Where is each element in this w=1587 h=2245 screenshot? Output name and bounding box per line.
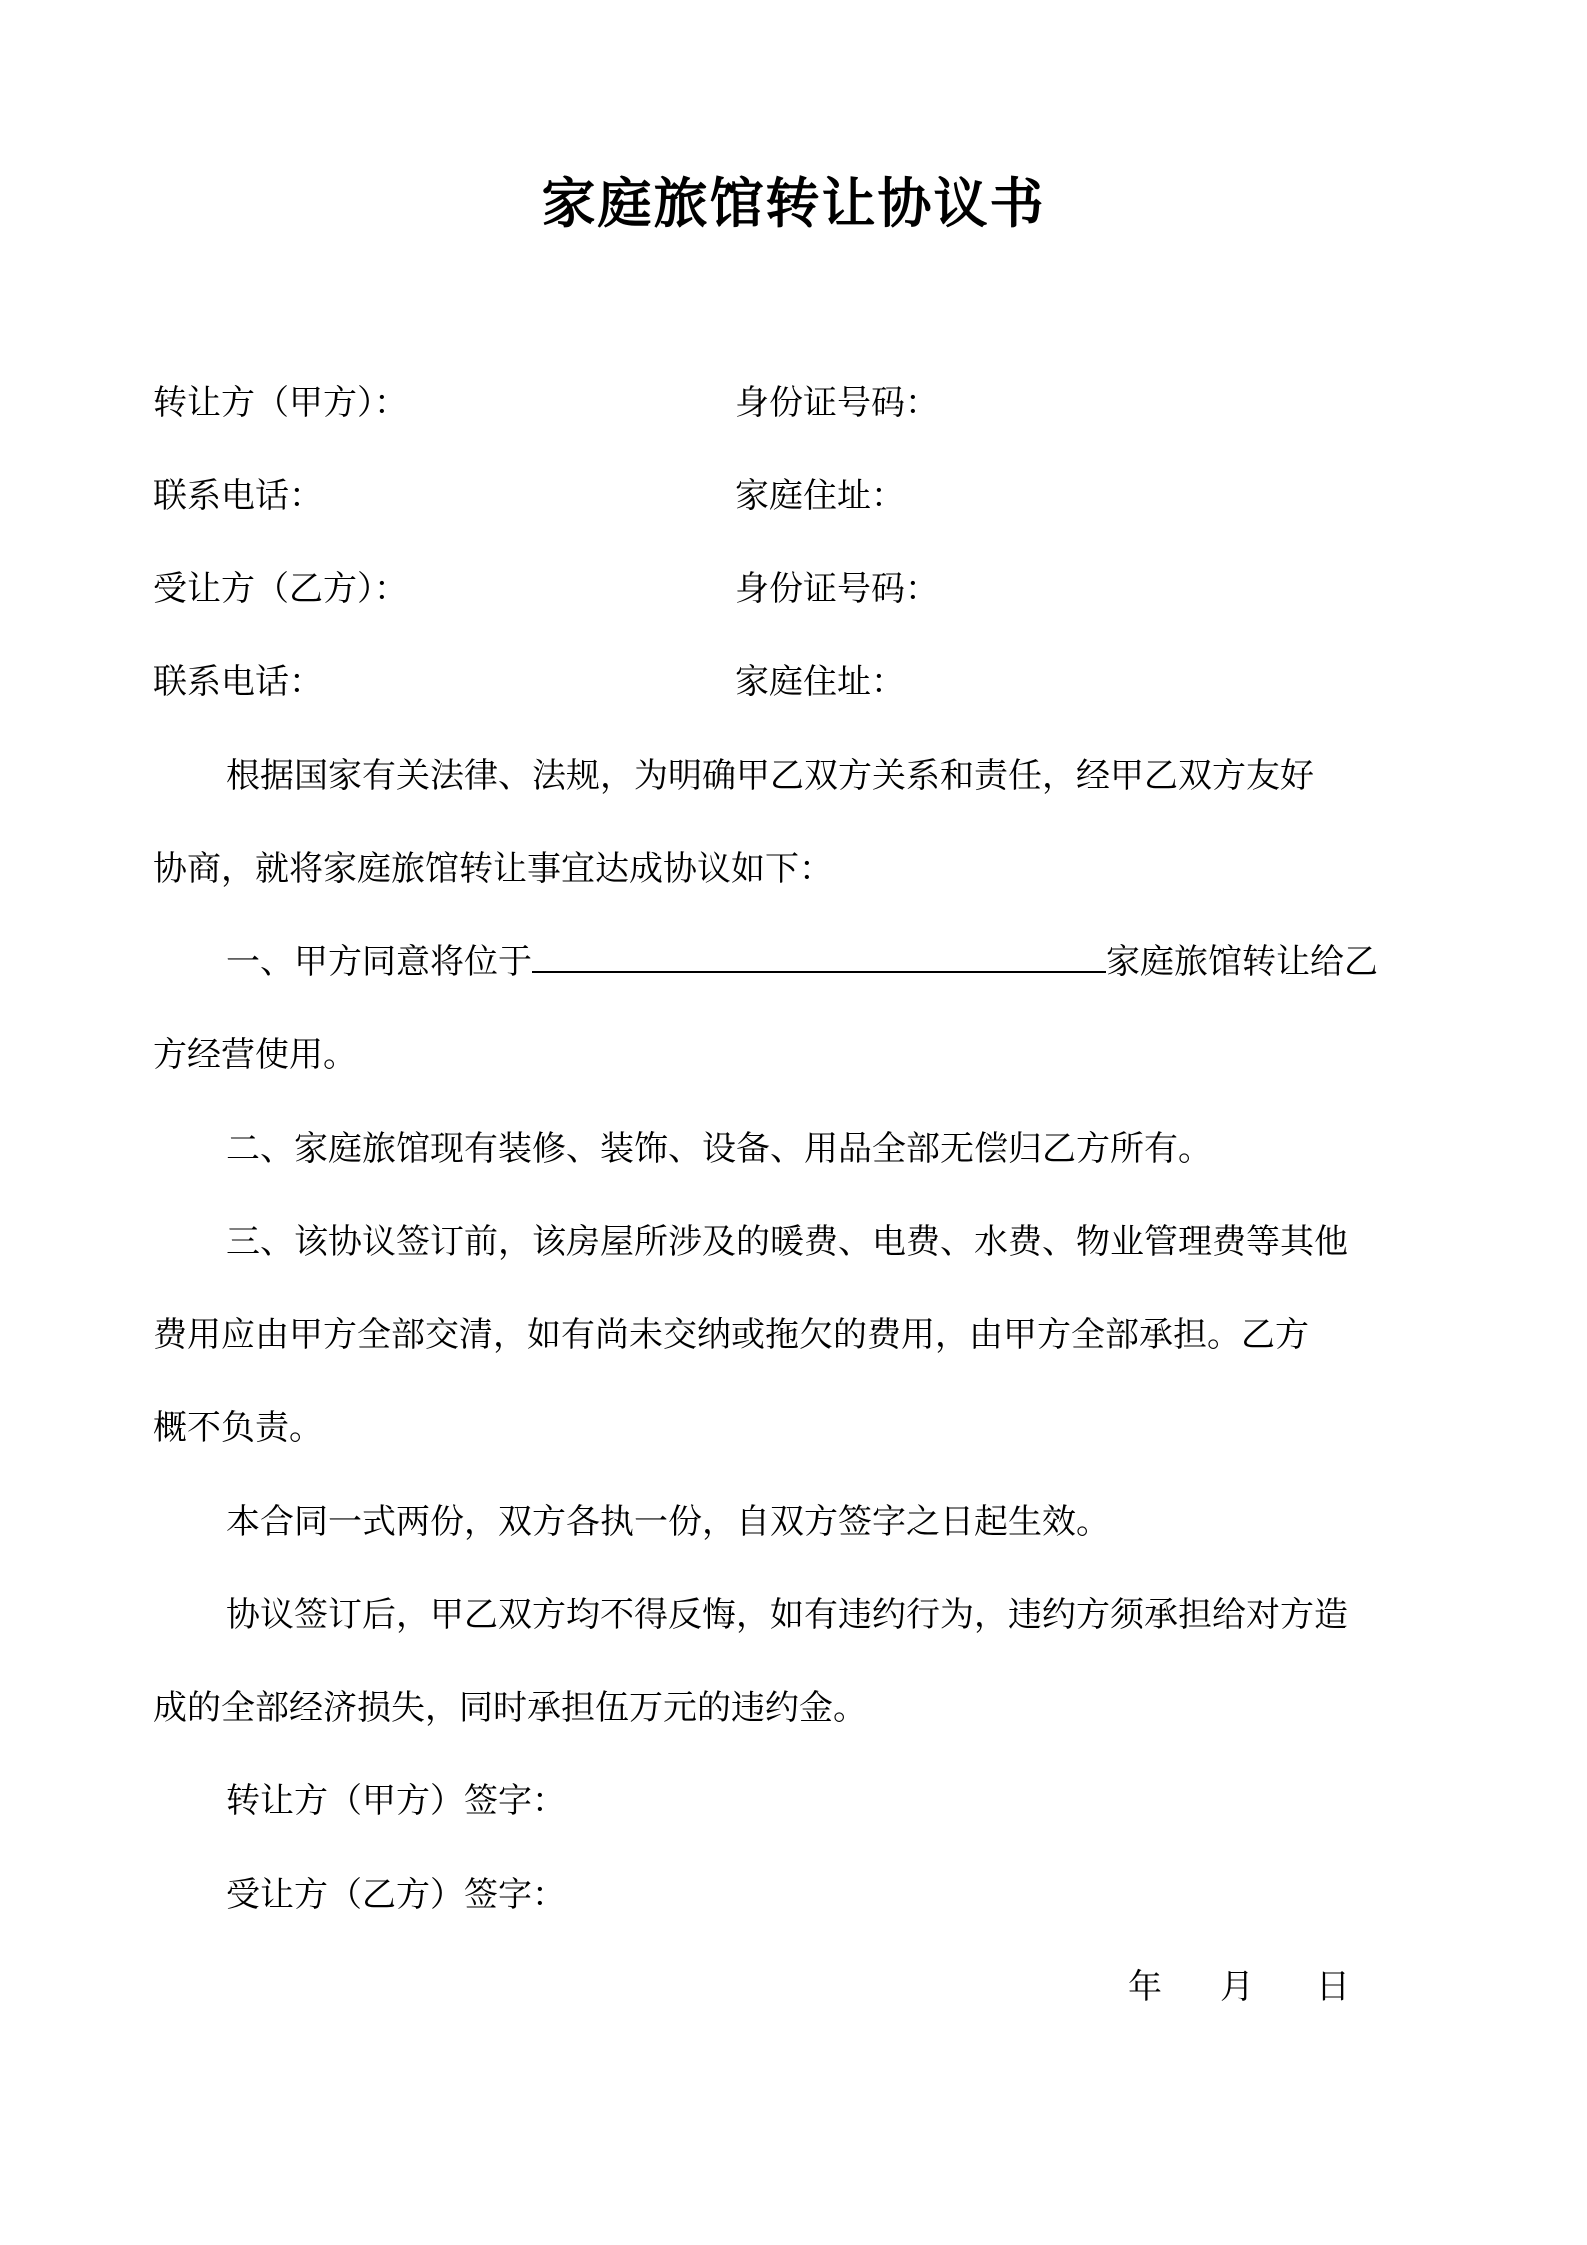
clause-3-line-2: 费用应由甲方全部交清，如有尚未交纳或拖欠的费用，由甲方全部承担。乙方	[153, 1315, 1309, 1355]
breach-line-1: 协议签订后，甲乙双方均不得反悔，如有违约行为，违约方须承担给对方造	[226, 1595, 1348, 1635]
location-blank	[532, 937, 1106, 973]
date-month: 月	[1220, 1967, 1254, 2007]
party-b-address-label: 家庭住址：	[735, 662, 905, 702]
party-a-label: 转让方（甲方）：	[153, 383, 408, 423]
clause-1-line-1	[226, 937, 1378, 987]
date-year: 年	[1128, 1967, 1162, 2007]
clause-3-line-3: 概不负责。	[153, 1408, 323, 1448]
party-a-signature-label: 转让方（甲方）签字：	[226, 1781, 566, 1821]
intro-line-1: 根据国家有关法律、法规，为明确甲乙双方关系和责任，经甲乙双方友好	[226, 756, 1314, 796]
party-b-label: 受让方（乙方）：	[153, 569, 408, 609]
clause-1-prefix: 一、甲方同意将位于	[226, 942, 532, 982]
breach-line-2: 成的全部经济损失，同时承担伍万元的违约金。	[153, 1688, 867, 1728]
party-b-id-label: 身份证号码：	[735, 569, 939, 609]
date-day: 日	[1316, 1967, 1350, 2007]
party-a-id-label: 身份证号码：	[735, 383, 939, 423]
party-a-address-label: 家庭住址：	[735, 476, 905, 516]
clause-1-line-2: 方经营使用。	[153, 1035, 357, 1075]
intro-line-2: 协商，就将家庭旅馆转让事宜达成协议如下：	[153, 849, 833, 889]
clause-2-line-1: 二、家庭旅馆现有装修、装饰、设备、用品全部无偿归乙方所有。	[226, 1129, 1212, 1169]
party-a-phone-label: 联系电话：	[153, 476, 323, 516]
document-title: 家庭旅馆转让协议书	[541, 171, 1046, 235]
party-b-signature-label: 受让方（乙方）签字：	[226, 1875, 566, 1915]
copies-line-1: 本合同一式两份，双方各执一份，自双方签字之日起生效。	[226, 1502, 1110, 1542]
clause-1-suffix: 家庭旅馆转让给乙	[1106, 942, 1378, 982]
clause-3-line-1: 三、该协议签订前，该房屋所涉及的暖费、电费、水费、物业管理费等其他	[226, 1222, 1348, 1262]
party-b-phone-label: 联系电话：	[153, 662, 323, 702]
